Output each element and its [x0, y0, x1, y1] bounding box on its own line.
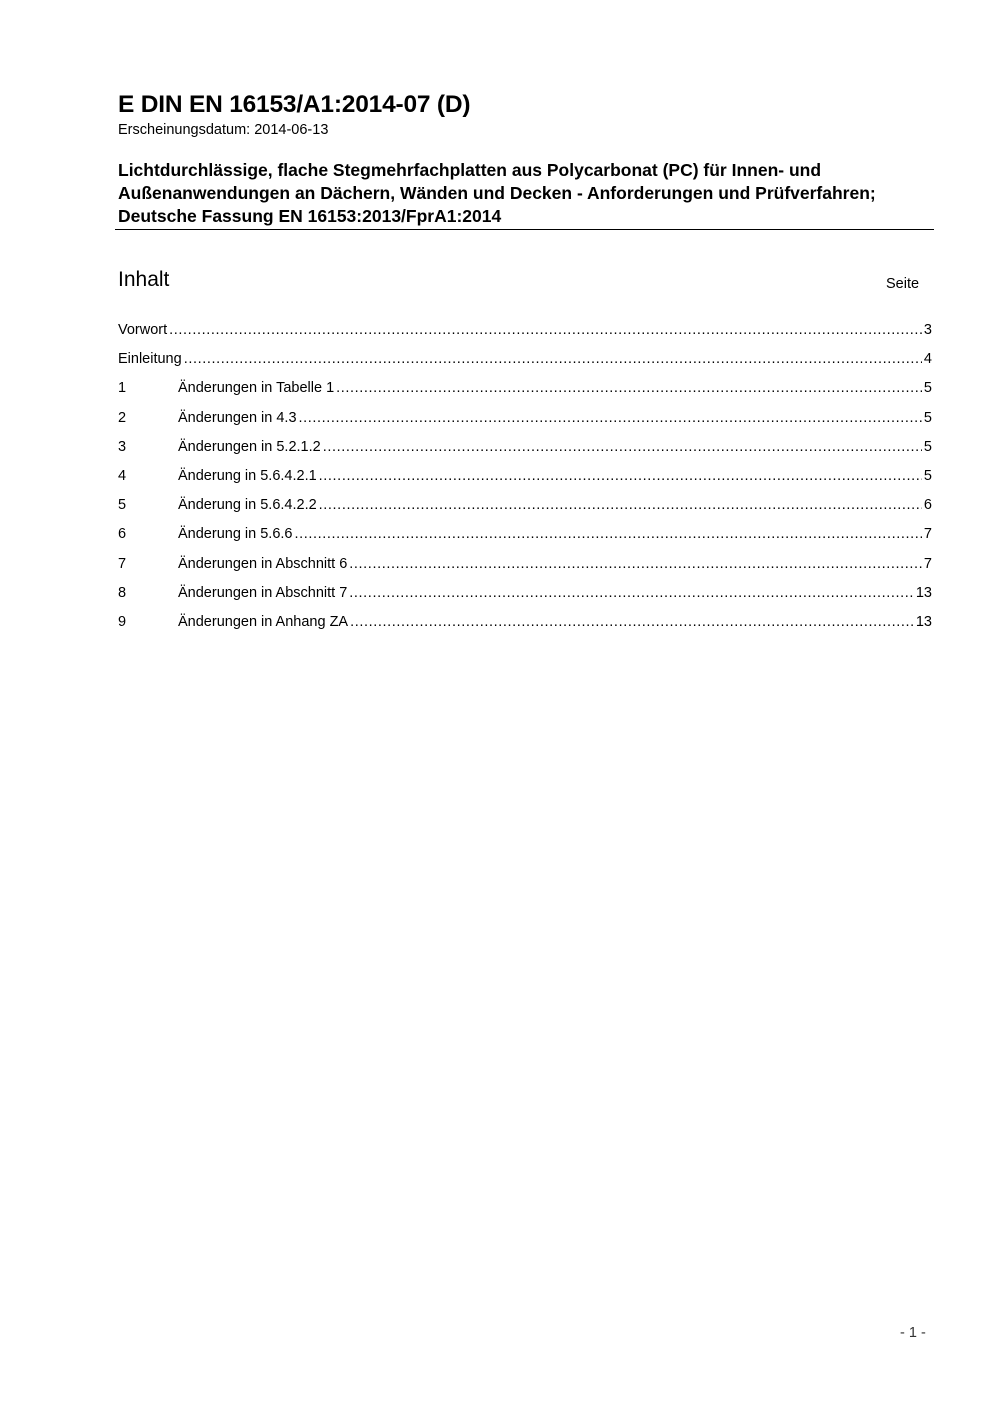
- toc-entry-number: 5: [118, 497, 127, 514]
- toc-leader-dots: [184, 351, 922, 367]
- toc-entry-number: 9: [118, 613, 127, 630]
- toc-entry-page: 5: [923, 380, 932, 397]
- toc-entry-page: 13: [915, 584, 932, 601]
- toc-entry-label: Änderung in 5.6.4.2.2: [178, 497, 317, 514]
- toc-entry-label: Vorwort: [118, 322, 168, 338]
- toc-entry-page: 3: [923, 322, 932, 338]
- toc-entry-label: Änderung in 5.6.6: [178, 526, 293, 543]
- toc-entry-einleitung[interactable]: [118, 351, 932, 380]
- toc-entry-page: 5: [923, 467, 932, 484]
- toc-entry-7[interactable]: [118, 556, 932, 585]
- document-title: Lichtdurchlässige, flache Stegmehrfachplatten aus Polycarbonat (PC) für Innen- und Außenanwendungen an Dächern, Wänden und Decken - Anforderungen und Prüfverfahren; Deutsche Fassung EN 16153:2013/FprA1:2014: [118, 160, 876, 226]
- toc-entry-page: 7: [923, 555, 932, 572]
- toc-leader-dots: [349, 585, 914, 601]
- toc-entry-label: Änderungen in 4.3: [178, 409, 297, 426]
- toc-entry-page: 4: [923, 351, 932, 368]
- toc-leader-dots: [299, 410, 922, 426]
- toc-entry-label: Einleitung: [118, 351, 182, 368]
- toc-entry-4[interactable]: [118, 468, 932, 497]
- toc-entry-page: 13: [915, 613, 932, 630]
- toc-entry-8[interactable]: [118, 585, 932, 614]
- title-divider: [115, 229, 934, 230]
- toc-leader-dots: [319, 468, 922, 484]
- toc-entry-page: 6: [923, 497, 932, 514]
- publication-date: Erscheinungsdatum: 2014-06-13: [118, 122, 329, 138]
- toc-entry-page: 5: [923, 409, 932, 426]
- toc-entry-6[interactable]: [118, 526, 932, 555]
- toc-entry-1[interactable]: [118, 380, 932, 409]
- toc-page-column-label: Seite: [886, 276, 920, 292]
- toc-leader-dots: [294, 526, 921, 542]
- toc-leader-dots: [349, 556, 922, 572]
- toc-entry-5[interactable]: [118, 497, 932, 526]
- footer-page-number: - 1 -: [900, 1325, 926, 1341]
- toc-entry-number: 3: [118, 438, 127, 455]
- toc-heading: Inhalt: [118, 268, 170, 291]
- toc-entry-label: Änderung in 5.6.4.2.1: [178, 467, 317, 484]
- toc-entry-page: 5: [923, 438, 932, 455]
- toc-entry-label: Änderungen in Tabelle 1: [178, 380, 335, 397]
- table-of-contents: [118, 322, 932, 643]
- toc-entry-2[interactable]: [118, 410, 932, 439]
- toc-leader-dots: [319, 497, 922, 513]
- toc-entry-number: 8: [118, 584, 127, 601]
- toc-entry-label: Änderungen in Anhang ZA: [178, 613, 349, 630]
- toc-entry-number: 6: [118, 526, 127, 543]
- toc-entry-label: Änderungen in Abschnitt 6: [178, 555, 348, 572]
- toc-leader-dots: [169, 322, 922, 338]
- document-id: E DIN EN 16153/A1:2014-07 (D): [118, 91, 471, 118]
- toc-entry-number: 2: [118, 409, 127, 426]
- toc-entry-number: 1: [118, 380, 127, 397]
- toc-entry-label: Änderungen in Abschnitt 7: [178, 584, 348, 601]
- toc-leader-dots: [350, 614, 914, 630]
- toc-leader-dots: [336, 380, 922, 396]
- toc-entry-3[interactable]: [118, 439, 932, 468]
- toc-entry-label: Änderungen in 5.2.1.2: [178, 438, 321, 455]
- toc-entry-number: 4: [118, 467, 127, 484]
- toc-entry-9[interactable]: [118, 614, 932, 643]
- toc-leader-dots: [323, 439, 922, 455]
- toc-entry-page: 7: [923, 526, 932, 543]
- toc-entry-vorwort[interactable]: [118, 322, 932, 351]
- toc-entry-number: 7: [118, 555, 127, 572]
